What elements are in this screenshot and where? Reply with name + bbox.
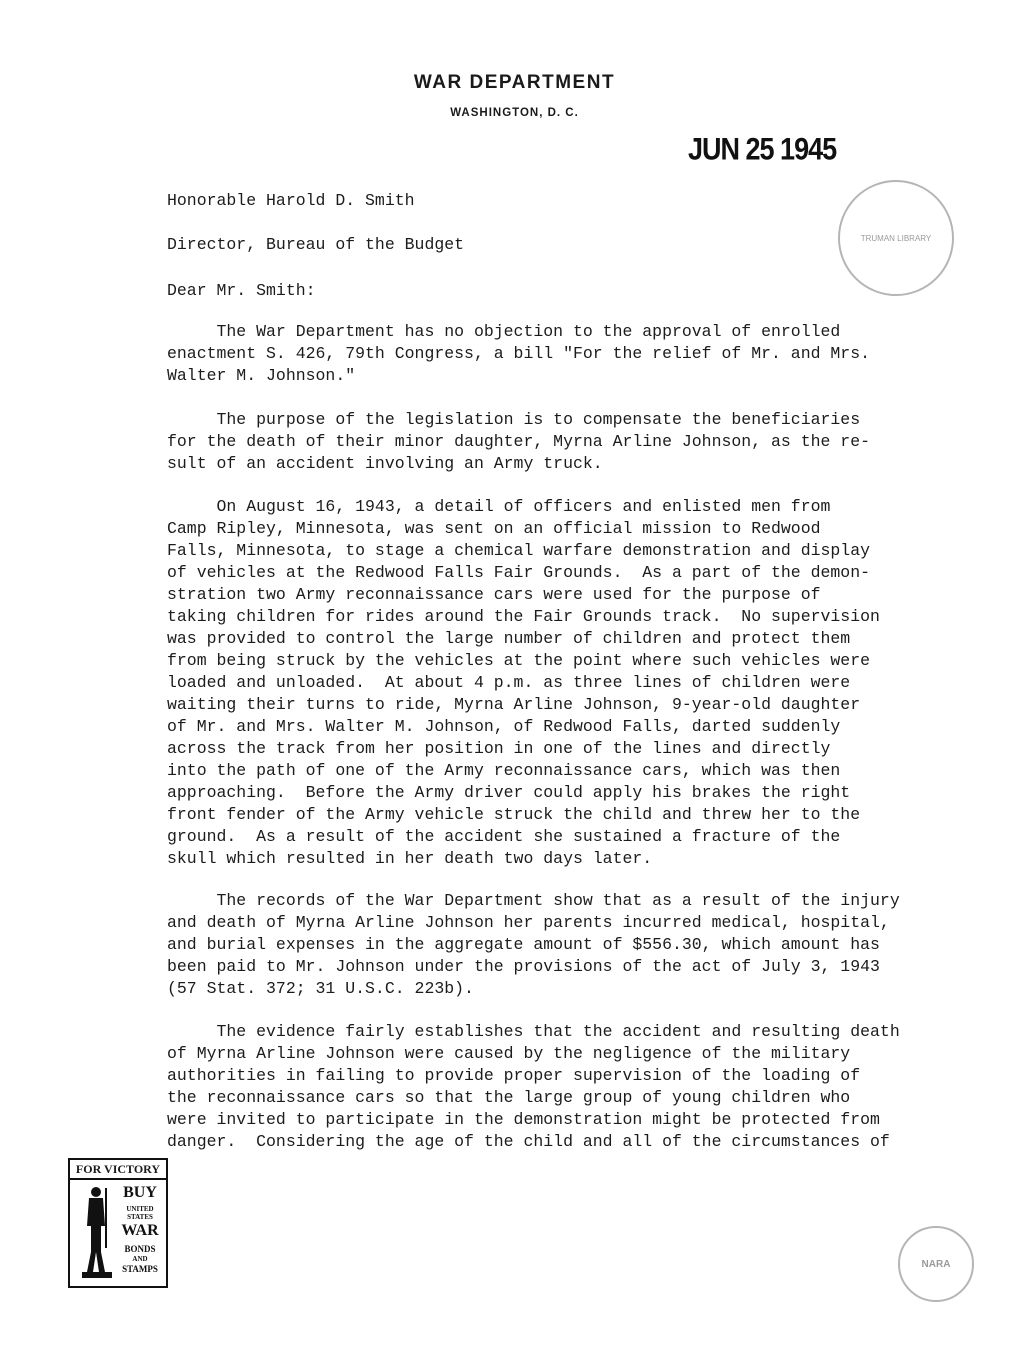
- poster-united: UNITED: [126, 1205, 154, 1213]
- letterhead-subtitle: WASHINGTON, D. C.: [450, 107, 579, 119]
- body-line: and burial expenses in the aggregate amount of $556.30, which amount has: [167, 935, 880, 954]
- body-line: were invited to participate in the demonstration might be protected from: [167, 1110, 880, 1129]
- body-line: Walter M. Johnson.": [167, 366, 356, 385]
- poster-buy: BUY: [123, 1184, 157, 1201]
- poster-bonds: BONDS: [124, 1244, 156, 1254]
- salutation: Dear Mr. Smith:: [167, 281, 316, 300]
- body-line: approaching. Before the Army driver could apply his brakes the right: [167, 783, 851, 802]
- poster-and: AND: [132, 1255, 148, 1263]
- body-line: Camp Ripley, Minnesota, was sent on an official mission to Redwood: [167, 519, 821, 538]
- body-line: On August 16, 1943, a detail of officers and enlisted men from: [167, 497, 831, 516]
- body-line: The War Department has no objection to the approval of enrolled: [167, 322, 841, 341]
- body-line: The records of the War Department show that as a result of the injury: [167, 891, 900, 910]
- body-line: waiting their turns to ride, Myrna Arline Johnson, 9-year-old daughter: [167, 695, 861, 714]
- body-line: enactment S. 426, 79th Congress, a bill "For the relief of Mr. and Mrs.: [167, 344, 871, 363]
- body-line: stration two Army reconnaissance cars were used for the purpose of: [167, 585, 821, 604]
- letterhead-title: WAR DEPARTMENT: [413, 72, 616, 93]
- body-line: been paid to Mr. Johnson under the provisions of the act of July 3, 1943: [167, 957, 880, 976]
- body-line: into the path of one of the Army reconnaissance cars, which was then: [167, 761, 841, 780]
- body-line: Falls, Minnesota, to stage a chemical warfare demonstration and display: [167, 541, 871, 560]
- poster-stamps: STAMPS: [122, 1264, 158, 1274]
- body-line: ground. As a result of the accident she sustained a fracture of the: [167, 827, 841, 846]
- address-name: Honorable Harold D. Smith: [167, 191, 415, 210]
- body-line: The evidence fairly establishes that the accident and resulting death: [167, 1022, 900, 1041]
- body-line: the reconnaissance cars so that the large group of young children who: [167, 1088, 851, 1107]
- library-seal-top: [838, 180, 954, 296]
- minuteman-icon: [74, 1182, 118, 1280]
- body-line: of Myrna Arline Johnson were caused by the negligence of the military: [167, 1044, 851, 1063]
- body-line: and death of Myrna Arline Johnson her parents incurred medical, hospital,: [167, 913, 890, 932]
- body-line: was provided to control the large number of children and protect them: [167, 629, 851, 648]
- body-line: (57 Stat. 372; 31 U.S.C. 223b).: [167, 979, 474, 998]
- body-line: from being struck by the vehicles at the point where such vehicles were: [167, 651, 871, 670]
- address-title: Director, Bureau of the Budget: [167, 235, 465, 254]
- library-seal-bottom: [898, 1226, 974, 1302]
- body-line: danger. Considering the age of the child and all of the circumstances of: [167, 1132, 890, 1151]
- body-line: skull which resulted in her death two days later.: [167, 849, 653, 868]
- seal-top-text: TRUMAN LIBRARY: [860, 233, 932, 243]
- body-line: taking children for rides around the Fair Grounds track. No supervision: [167, 607, 880, 626]
- body-line: sult of an accident involving an Army truck.: [167, 454, 603, 473]
- body-line: of vehicles at the Redwood Falls Fair Grounds. As a part of the demon-: [167, 563, 871, 582]
- body-line: The purpose of the legislation is to compensate the beneficiaries: [167, 410, 861, 429]
- body-line: loaded and unloaded. At about 4 p.m. as three lines of children were: [167, 673, 851, 692]
- war-bonds-poster: [68, 1158, 168, 1288]
- date-stamp: JUN 25 1945: [688, 132, 837, 167]
- body-line: authorities in failing to provide proper supervision of the loading of: [167, 1066, 861, 1085]
- poster-header: FOR VICTORY: [70, 1160, 166, 1180]
- poster-states: STATES: [127, 1213, 153, 1221]
- poster-war: WAR: [121, 1222, 159, 1239]
- seal-bottom-text: NARA: [921, 1258, 951, 1270]
- body-line: for the death of their minor daughter, Myrna Arline Johnson, as the re-: [167, 432, 871, 451]
- body-line: of Mr. and Mrs. Walter M. Johnson, of Redwood Falls, darted suddenly: [167, 717, 841, 736]
- body-line: across the track from her position in one of the lines and directly: [167, 739, 831, 758]
- body-line: front fender of the Army vehicle struck the child and threw her to the: [167, 805, 861, 824]
